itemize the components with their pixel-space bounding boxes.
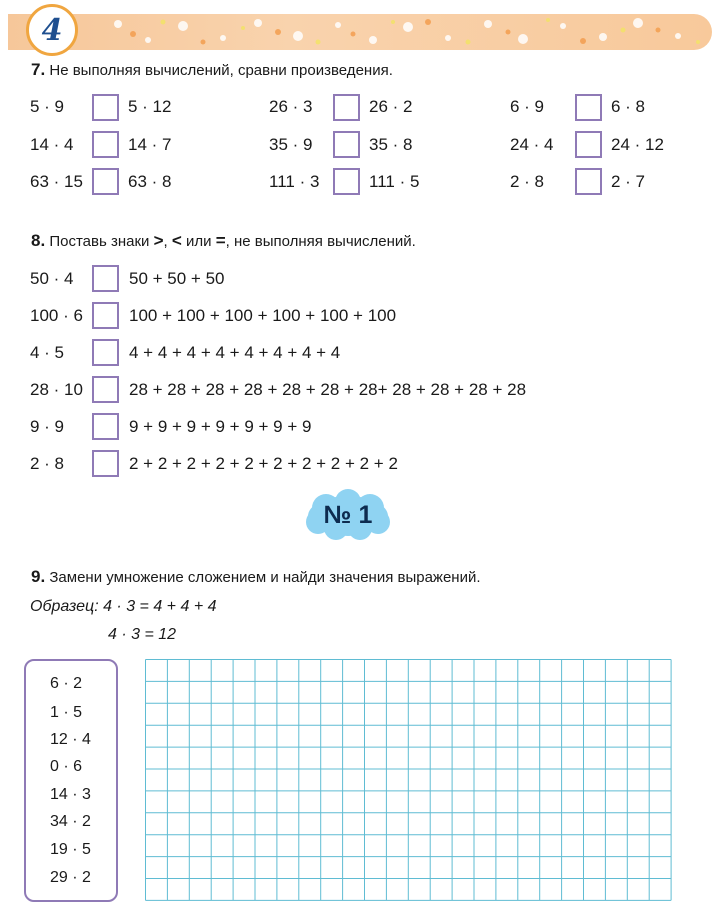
badge-label: № 1 bbox=[323, 500, 373, 529]
compare-box[interactable] bbox=[92, 450, 119, 477]
task7-right-expr: 5 · 12 bbox=[128, 97, 172, 116]
sign-greater: > bbox=[153, 231, 164, 250]
compare-box[interactable] bbox=[333, 94, 360, 121]
task7-right-expr: 111 · 5 bbox=[369, 172, 420, 191]
compare-box[interactable] bbox=[92, 94, 119, 121]
task7-left-expr: 35 · 9 bbox=[269, 135, 313, 154]
task7-right-expr: 6 · 8 bbox=[611, 97, 646, 116]
task8-left-expr: 28 · 10 bbox=[30, 380, 83, 399]
task8-left-expr: 4 · 5 bbox=[30, 343, 65, 362]
task8-left-expr: 100 · 6 bbox=[30, 306, 83, 325]
task8-instruction-start: Поставь знаки bbox=[49, 233, 150, 250]
task8-right-expr: 4 + 4 + 4 + 4 + 4 + 4 + 4 + 4 bbox=[129, 343, 341, 362]
expressions-panel bbox=[24, 659, 118, 902]
sign-less: < bbox=[171, 231, 182, 250]
compare-box[interactable] bbox=[92, 302, 119, 329]
panel-expression: 6 · 2 bbox=[50, 675, 83, 692]
panel-expression: 1 · 5 bbox=[50, 704, 83, 721]
task8-left-expr: 9 · 9 bbox=[30, 417, 65, 436]
task9-title bbox=[31, 567, 481, 587]
task8-number: 8. bbox=[31, 231, 46, 250]
panel-expression: 12 · 4 bbox=[50, 731, 91, 748]
task8-right-expr: 9 + 9 + 9 + 9 + 9 + 9 + 9 bbox=[129, 417, 312, 436]
compare-box[interactable] bbox=[575, 94, 602, 121]
task7-right-expr: 2 · 7 bbox=[611, 172, 646, 191]
task7-left-expr: 2 · 8 bbox=[510, 172, 545, 191]
task7-right-expr: 14 · 7 bbox=[128, 135, 172, 154]
panel-expression: 29 · 2 bbox=[50, 869, 91, 886]
sample-line-1: Образец: 4 · 3 = 4 + 4 + 4 bbox=[30, 598, 217, 615]
task7-right-expr: 35 · 8 bbox=[369, 135, 413, 154]
task7-instruction: Не выполняя вычислений, сравни произведения. bbox=[49, 62, 393, 79]
sign-equal: = bbox=[215, 231, 226, 250]
task7-right-expr: 26 · 2 bbox=[369, 97, 413, 116]
task8-left-expr: 50 · 4 bbox=[30, 269, 74, 288]
header-band bbox=[8, 14, 712, 50]
compare-box[interactable] bbox=[333, 168, 360, 195]
flower-pattern bbox=[8, 14, 712, 50]
panel-expression: 14 · 3 bbox=[50, 786, 91, 803]
number-cloud-badge bbox=[302, 488, 394, 542]
panel-expression: 0 · 6 bbox=[50, 758, 83, 775]
task7-right-expr: 63 · 8 bbox=[128, 172, 172, 191]
task7-left-expr: 24 · 4 bbox=[510, 135, 554, 154]
compare-box[interactable] bbox=[575, 131, 602, 158]
compare-box[interactable] bbox=[92, 376, 119, 403]
task8-separator: , bbox=[163, 233, 168, 250]
task7-left-expr: 5 · 9 bbox=[30, 97, 65, 116]
task8-right-expr: 28 + 28 + 28 + 28 + 28 + 28 + 28+ 28 + 28 + 28 + 28 bbox=[129, 380, 527, 399]
task7-left-expr: 63 · 15 bbox=[30, 172, 83, 191]
compare-box[interactable] bbox=[92, 168, 119, 195]
task9-number: 9. bbox=[31, 567, 46, 586]
task8-instruction-end: , не выполняя вычислений. bbox=[225, 233, 416, 250]
compare-box[interactable] bbox=[92, 339, 119, 366]
answer-grid[interactable] bbox=[145, 659, 672, 905]
panel-expression: 19 · 5 bbox=[50, 841, 91, 858]
task8-title bbox=[31, 231, 416, 251]
sample-line-2: 4 · 3 = 12 bbox=[108, 626, 177, 643]
page-number-badge: 4 bbox=[26, 4, 78, 56]
compare-box[interactable] bbox=[92, 131, 119, 158]
task7-title bbox=[31, 60, 393, 80]
compare-box[interactable] bbox=[92, 413, 119, 440]
task7-left-expr: 111 · 3 bbox=[269, 172, 320, 191]
panel-expression: 34 · 2 bbox=[50, 813, 91, 830]
task7-number: 7. bbox=[31, 60, 46, 79]
task7-left-expr: 26 · 3 bbox=[269, 97, 313, 116]
task8-right-expr: 50 + 50 + 50 bbox=[129, 269, 225, 288]
task7-left-expr: 6 · 9 bbox=[510, 97, 545, 116]
compare-box[interactable] bbox=[92, 265, 119, 292]
task8-word-or: или bbox=[186, 233, 212, 250]
task7-left-expr: 14 · 4 bbox=[30, 135, 74, 154]
task7-right-expr: 24 · 12 bbox=[611, 135, 664, 154]
task9-instruction: Замени умножение сложением и найди значения выражений. bbox=[49, 569, 481, 586]
task8-right-expr: 2 + 2 + 2 + 2 + 2 + 2 + 2 + 2 + 2 + 2 bbox=[129, 454, 398, 473]
task8-left-expr: 2 · 8 bbox=[30, 454, 65, 473]
compare-box[interactable] bbox=[333, 131, 360, 158]
compare-box[interactable] bbox=[575, 168, 602, 195]
task8-right-expr: 100 + 100 + 100 + 100 + 100 + 100 bbox=[129, 306, 397, 325]
